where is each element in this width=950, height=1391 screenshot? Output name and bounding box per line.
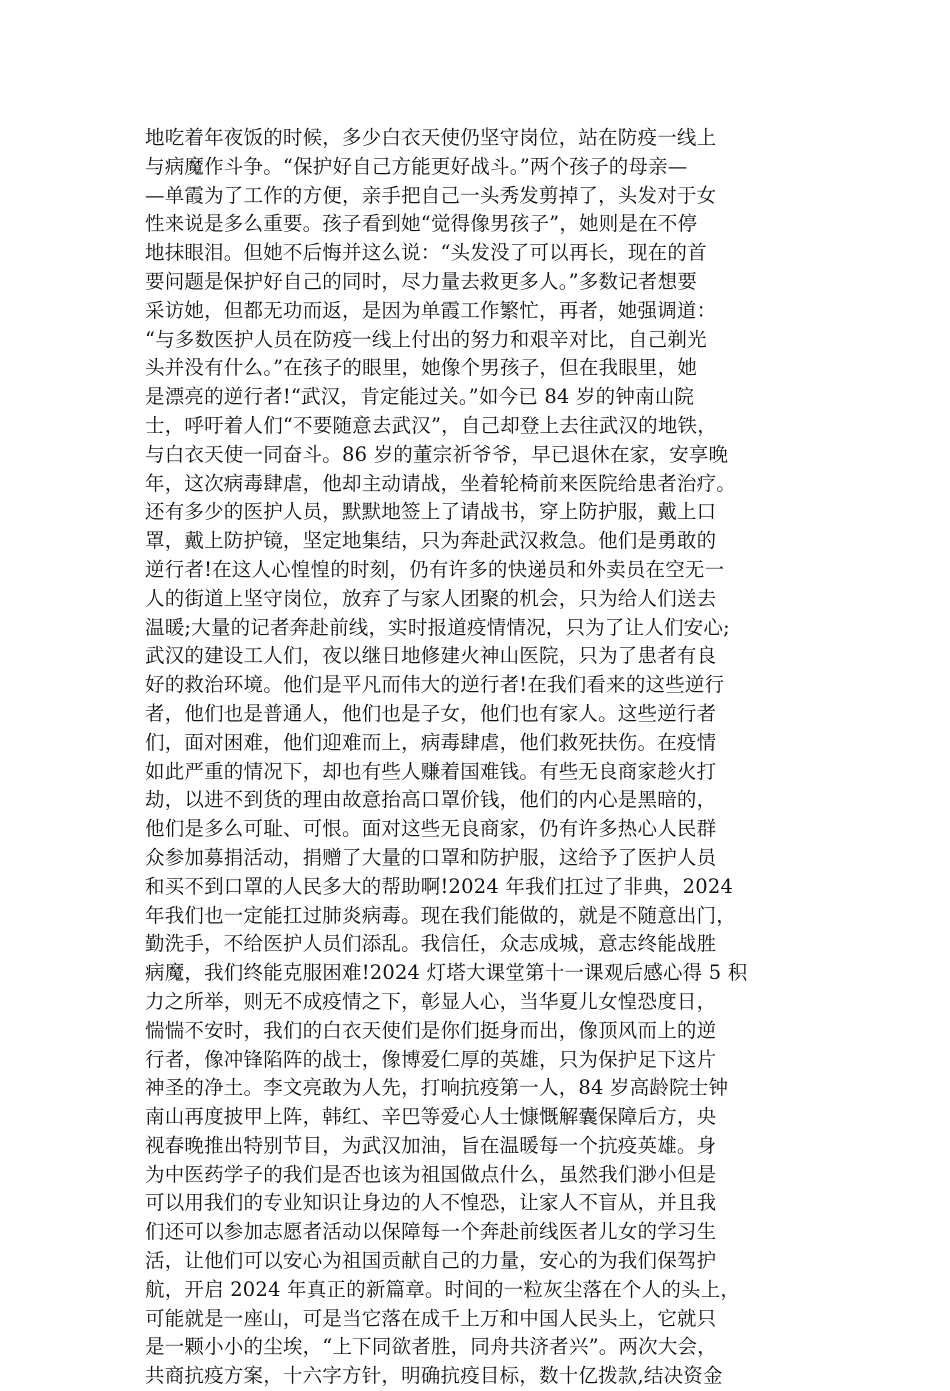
text-line: 勤洗手，不给医护人员们添乱。我信任，众志成城，意志终能战胜 xyxy=(145,932,717,956)
text-line: 可能就是一座山，可是当它落在成千上万和中国人民头上，它就只 xyxy=(145,1306,717,1330)
text-line: 劫，以进不到货的理由故意抬高口罩价钱，他们的内心是黑暗的， xyxy=(145,788,717,812)
text-line: 武汉的建设工人们，夜以继日地修建火神山医院，只为了患者有良 xyxy=(145,644,717,668)
text-line: “与多数医护人员在防疫一线上付出的努力和艰辛对比，自己剃光 xyxy=(145,327,707,351)
text-line: 神圣的净土。李文亮敢为人先，打响抗疫第一人，84 岁高龄院士钟 xyxy=(145,1076,729,1100)
text-line: 逆行者!在这人心惶惶的时刻，仍有许多的快递员和外卖员在空无一 xyxy=(145,557,725,581)
text-line: 们还可以参加志愿者活动以保障每一个奔赴前线医者儿女的学习生 xyxy=(145,1220,717,1244)
text-line: 可以用我们的专业知识让身边的人不惶恐，让家人不盲从，并且我 xyxy=(145,1191,717,1215)
text-line: 性来说是多么重要。孩子看到她“觉得像男孩子”，她则是在不停 xyxy=(145,212,698,236)
text-line: 人的街道上坚守岗位，放弃了与家人团聚的机会，只为给人们送去 xyxy=(145,586,717,610)
text-line: 地抹眼泪。但她不后悔并这么说：“头发没了可以再长，现在的首 xyxy=(145,241,707,265)
text-line: 地吃着年夜饭的时候，多少白衣天使仍坚守岗位，站在防疫一线上 xyxy=(145,126,717,149)
text-line: 与病魔作斗争。“保护好自己方能更好战斗。”两个孩子的母亲— xyxy=(145,154,688,178)
text-line: 者，他们也是普通人，他们也是子女，他们也有家人。这些逆行者 xyxy=(145,701,717,725)
text-line: 活，让他们可以安心为祖国贡献自己的力量，安心的为我们保驾护 xyxy=(145,1249,717,1273)
text-line: 如此严重的情况下，却也有些人赚着国难钱。有些无良商家趁火打 xyxy=(145,759,717,783)
text-line: 们，面对困难，他们迎难而上，病毒肆虐，他们救死扶伤。在疫情 xyxy=(145,730,717,754)
text-line: 航，开启 2024 年真正的新篇章。时间的一粒灰尘落在个人的头上， xyxy=(145,1277,741,1301)
text-line: 与白衣天使一同奋斗。86 岁的董宗祈爷爷，早已退休在家，安享晚 xyxy=(145,442,729,466)
text-line: 行者，像冲锋陷阵的战士，像博爱仁厚的英雄，只为保护足下这片 xyxy=(145,1047,717,1071)
document-page xyxy=(145,124,805,1391)
text-line: 为中医药学子的我们是否也该为祖国做点什么，虽然我们渺小但是 xyxy=(145,1162,717,1186)
text-line: 要问题是保护好自己的同时，尽力量去救更多人。”多数记者想要 xyxy=(145,269,698,293)
text-line: 好的救治环境。他们是平凡而伟大的逆行者!在我们看来的这些逆行 xyxy=(145,673,725,697)
text-line: 众参加募捐活动，捐赠了大量的口罩和防护服，这给予了医护人员 xyxy=(145,845,717,869)
text-line: 罩，戴上防护镜，坚定地集结，只为奔赴武汉救急。他们是勇敢的 xyxy=(145,529,717,553)
text-line: 他们是多么可耻、可恨。面对这些无良商家，仍有许多热心人民群 xyxy=(145,817,717,841)
text-line: 惴惴不安时，我们的白衣天使们是你们挺身而出，像顶风而上的逆 xyxy=(145,1018,717,1042)
text-line: 采访她，但都无功而返，是因为单霞工作繁忙，再者，她强调道： xyxy=(145,298,717,322)
text-line: 是漂亮的逆行者!“武汉，肯定能过关。”如今已 84 岁的钟南山院 xyxy=(145,385,695,409)
text-line: 和买不到口罩的人民多大的帮助啊!2024 年我们扛过了非典，2024 xyxy=(145,874,734,898)
text-line: 温暖;大量的记者奔赴前线，实时报道疫情情况，只为了让人们安心; xyxy=(145,615,730,639)
text-line: 头并没有什么。”在孩子的眼里，她像个男孩子，但在我眼里，她 xyxy=(145,356,698,380)
text-line: 南山再度披甲上阵，韩红、辛巴等爱心人士慷慨解囊保障后方，央 xyxy=(145,1105,717,1129)
text-line: 病魔，我们终能克服困难!2024 灯塔大课堂第十一课观后感心得 5 积 xyxy=(145,961,748,985)
text-line: 共商抗疫方案，十六字方针，明确抗疫目标，数十亿拨款,结决资金 xyxy=(145,1364,723,1388)
text-line: —单霞为了工作的方便，亲手把自己一头秀发剪掉了，头发对于女 xyxy=(145,183,717,207)
text-line: 视春晚推出特别节目，为武汉加油，旨在温暖每一个抗疫英雄。身 xyxy=(145,1133,717,1157)
text-line: 年，这次病毒肆虐，他却主动请战，坐着轮椅前来医院给患者治疗。 xyxy=(145,471,737,495)
text-line: 力之所举，则无不成疫情之下，彰显人心，当华夏儿女惶恐度日， xyxy=(145,989,717,1013)
text-line: 是一颗小小的尘埃，“上下同欲者胜，同舟共济者兴”。两次大会， xyxy=(145,1335,717,1359)
text-line: 还有多少的医护人员，默默地签上了请战书，穿上防护服，戴上口 xyxy=(145,500,717,524)
text-line: 士，呼吁着人们“不要随意去武汉”，自己却登上去往武汉的地铁， xyxy=(145,413,717,437)
text-line: 年我们也一定能扛过肺炎病毒。现在我们能做的，就是不随意出门， xyxy=(145,903,737,927)
